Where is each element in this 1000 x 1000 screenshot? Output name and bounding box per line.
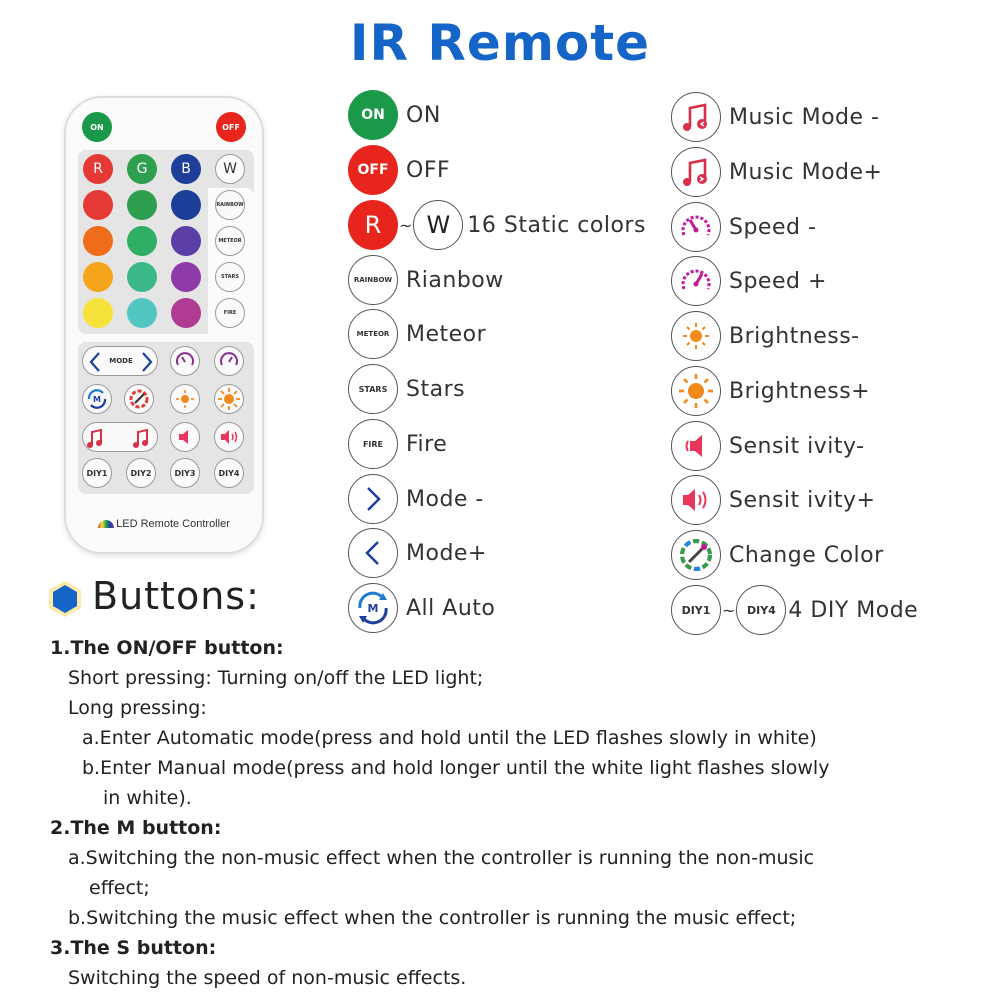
legend-label: Rianbow: [406, 267, 504, 293]
remote-r-button[interactable]: R: [83, 154, 113, 184]
remote-diy4-button[interactable]: DIY4: [214, 458, 244, 488]
auto-m-label: M: [367, 602, 379, 615]
auto-cycle-icon: [85, 387, 109, 411]
speedometer-icon: [218, 350, 240, 372]
remote-color-button[interactable]: [83, 298, 113, 328]
tilde: ~: [722, 600, 736, 620]
legend-sensitivity-minus: [671, 421, 865, 471]
legend-sensitivity-plus: [671, 475, 875, 525]
remote-color-button[interactable]: [127, 226, 157, 256]
buttons-heading: Buttons:: [92, 574, 260, 618]
legend-mode-plus: [348, 528, 487, 578]
remote-mode-label: MODE: [109, 357, 133, 365]
instruction-line: a.Enter Automatic mode(press and hold until the LED flashes slowly in white): [82, 727, 817, 749]
instruction-heading: 2.The M button:: [50, 817, 222, 839]
remote-speed-minus-button[interactable]: [170, 346, 200, 376]
legend-label: Fire: [406, 431, 448, 457]
legend-label: Change Color: [729, 542, 884, 568]
remote-meteor-button[interactable]: METEOR: [215, 226, 245, 256]
speedometer-fast-icon: [671, 256, 721, 306]
legend-label: All Auto: [406, 595, 496, 621]
sun-large-icon: [671, 366, 721, 416]
sun-small-icon: [671, 311, 721, 361]
legend-label: Speed +: [729, 268, 827, 294]
legend-label: 4 DIY Mode: [788, 597, 919, 623]
legend-diy-mode: [671, 585, 918, 635]
remote-rainbow-button[interactable]: RAINBOW: [215, 190, 245, 220]
w-button-icon: W: [413, 200, 463, 250]
remote-change-color-button[interactable]: [124, 384, 154, 414]
legend-music-mode-minus: [671, 92, 879, 142]
remote-color-button[interactable]: [171, 262, 201, 292]
remote-auto-m-label: M: [93, 395, 101, 404]
music-notes-icon: [83, 423, 159, 453]
remote-speed-plus-button[interactable]: [214, 346, 244, 376]
auto-cycle-icon: [348, 583, 398, 633]
legend-off: [348, 145, 450, 195]
chevron-right-icon: [348, 474, 398, 524]
remote-diy1-button[interactable]: DIY1: [82, 458, 112, 488]
legend-speed-plus: [671, 256, 827, 306]
instruction-heading: 3.The S button:: [50, 937, 217, 959]
legend-label: Brightness+: [729, 378, 871, 404]
remote-on-button[interactable]: ON: [82, 112, 112, 142]
stars-button-icon: STARS: [348, 364, 398, 414]
diy4-button-icon: DIY4: [736, 585, 786, 635]
legend-fire: [348, 419, 447, 469]
remote-diy3-button[interactable]: DIY3: [170, 458, 200, 488]
remote-w-button[interactable]: W: [215, 154, 245, 184]
legend-label: Meteor: [406, 321, 487, 347]
legend-label: Music Mode+: [729, 159, 883, 185]
legend-all-auto: [348, 583, 495, 633]
legend-label: Speed -: [729, 214, 817, 240]
legend-label: Brightness-: [729, 323, 860, 349]
off-button-icon: OFF: [348, 145, 398, 195]
remote-color-button[interactable]: [127, 262, 157, 292]
fire-button-icon: FIRE: [348, 419, 398, 469]
remote-b-button[interactable]: B: [171, 154, 201, 184]
legend-label: 16 Static colors: [467, 212, 646, 238]
remote-color-button[interactable]: [127, 190, 157, 220]
remote-brightness-plus-button[interactable]: [214, 384, 244, 414]
speedometer-icon: [174, 350, 196, 372]
legend-label: Sensit ivity+: [729, 487, 876, 513]
instruction-line: effect;: [89, 877, 150, 899]
sun-icon: [217, 387, 241, 411]
legend-label: OFF: [406, 157, 451, 183]
chevron-left-icon: [348, 528, 398, 578]
remote-fire-button[interactable]: FIRE: [215, 298, 245, 328]
legend-label: Music Mode -: [729, 104, 880, 130]
instruction-heading: 1.The ON/OFF button:: [50, 637, 284, 659]
legend-on: [348, 90, 441, 140]
remote-color-button[interactable]: [83, 190, 113, 220]
remote-control: [64, 96, 264, 554]
legend-meteor: [348, 309, 486, 359]
remote-sensitivity-plus-button[interactable]: [214, 422, 244, 452]
hexagon-bullet-icon: [46, 580, 84, 618]
remote-function-panel: [78, 342, 254, 494]
instruction-line: b.Switching the music effect when the controller is running the music effect;: [68, 907, 797, 929]
remote-color-button[interactable]: [171, 298, 201, 328]
instruction-line: Switching the speed of non-music effects.: [68, 967, 467, 989]
legend-static-colors: [348, 200, 646, 250]
remote-off-button[interactable]: OFF: [216, 112, 246, 142]
tilde: ~: [399, 215, 413, 235]
remote-color-button[interactable]: [171, 226, 201, 256]
color-dropper-icon: [671, 530, 721, 580]
legend-brightness-minus: [671, 311, 860, 361]
legend-speed-minus: [671, 202, 816, 252]
remote-sensitivity-minus-button[interactable]: [170, 422, 200, 452]
diy1-button-icon: DIY1: [671, 585, 721, 635]
remote-g-button[interactable]: G: [127, 154, 157, 184]
remote-music-pill[interactable]: [82, 422, 158, 452]
meteor-button-icon: METEOR: [348, 309, 398, 359]
legend-music-mode-plus: [671, 147, 882, 197]
rainbow-logo-icon: [98, 520, 114, 528]
speedometer-slow-icon: [671, 202, 721, 252]
sun-icon: [174, 388, 196, 410]
remote-color-button[interactable]: [83, 262, 113, 292]
instruction-line: in white).: [103, 787, 192, 809]
remote-auto-button[interactable]: [82, 384, 112, 414]
remote-color-panel: [78, 150, 254, 334]
remote-color-button[interactable]: [171, 190, 201, 220]
instruction-line: Long pressing:: [68, 697, 207, 719]
legend-rainbow: [348, 255, 504, 305]
legend-label: Mode+: [406, 540, 487, 566]
music-note-plus-icon: [671, 147, 721, 197]
legend-label: Stars: [406, 376, 466, 402]
legend-label: ON: [406, 102, 441, 128]
rainbow-button-icon: RAINBOW: [348, 255, 398, 305]
legend-label: Sensit ivity-: [729, 433, 865, 459]
remote-diy2-button[interactable]: DIY2: [126, 458, 156, 488]
remote-caption: [66, 518, 262, 530]
remote-color-button[interactable]: [127, 298, 157, 328]
color-dropper-icon: [127, 387, 151, 411]
speaker-icon: [174, 426, 196, 448]
remote-caption-text: LED Remote Controller: [116, 518, 230, 530]
legend-label: Mode -: [406, 486, 484, 512]
remote-stars-button[interactable]: STARS: [215, 262, 245, 292]
remote-mode-pill: [82, 346, 158, 376]
speaker-low-icon: [671, 421, 721, 471]
on-button-icon: ON: [348, 90, 398, 140]
instruction-line: Short pressing: Turning on/off the LED light;: [68, 667, 484, 689]
instruction-line: a.Switching the non-music effect when the controller is running the non-music: [68, 847, 815, 869]
legend-change-color: [671, 530, 884, 580]
page-title: IR Remote: [349, 14, 651, 72]
music-note-minus-icon: [671, 92, 721, 142]
instruction-line: b.Enter Manual mode(press and hold longer until the white light flashes slowly: [82, 757, 830, 779]
r-button-icon: R: [348, 200, 398, 250]
speaker-icon: [218, 426, 240, 448]
legend-mode-minus: [348, 474, 484, 524]
speaker-high-icon: [671, 475, 721, 525]
remote-brightness-minus-button[interactable]: [170, 384, 200, 414]
remote-color-button[interactable]: [83, 226, 113, 256]
legend-brightness-plus: [671, 366, 870, 416]
legend-stars: [348, 364, 465, 414]
